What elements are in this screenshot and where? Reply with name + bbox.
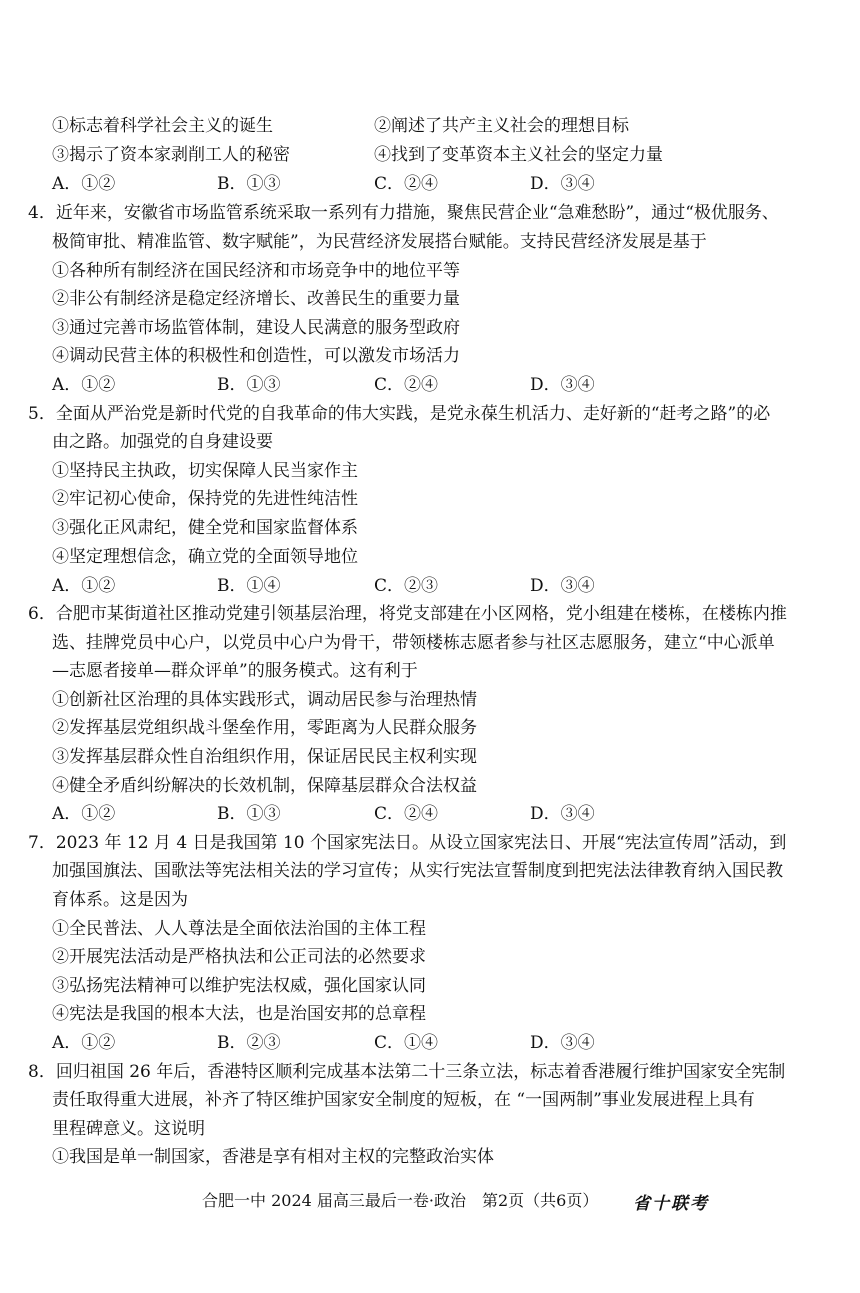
q5-option-d: D．③④: [530, 576, 595, 596]
q5-item-3: ③强化正风肃纪，健全党和国家监督体系: [52, 518, 358, 538]
q8-stem-line-3: 里程碑意义。这说明: [52, 1119, 205, 1139]
q6-option-a: A．①②: [52, 804, 116, 824]
q5-option-a: A．①②: [52, 576, 116, 596]
q3-item-2: ②阐述了共产主义社会的理想目标: [374, 116, 629, 136]
q6-option-d: D．③④: [530, 804, 595, 824]
q5-item-1: ①坚持民主执政，切实保障人民当家作主: [52, 461, 358, 481]
q8-item-1: ①我国是单一制国家，香港是享有相对主权的完整政治实体: [52, 1147, 494, 1167]
q7-stem-line-1: 7．2023 年 12 月 4 日是我国第 10 个国家宪法日。从设立国家宪法日、开展“宪法宣传周”活动，到: [28, 833, 787, 853]
q3-option-c: C．②④: [374, 174, 439, 194]
q3-item-4: ④找到了变革资本主义社会的坚定力量: [374, 145, 663, 165]
q6-option-b: B．①③: [217, 804, 281, 824]
q6-item-4: ④健全矛盾纠纷解决的长效机制，保障基层群众合法权益: [52, 776, 477, 796]
q5-stem-line-1: 5．全面从严治党是新时代党的自我革命的伟大实践，是党永葆生机活力、走好新的“赶考之路”的必: [28, 404, 771, 424]
q6-stem-line-3: —志愿者接单—群众评单”的服务模式。这有利于: [52, 661, 418, 681]
q6-stem-line-1: 6．合肥市某街道社区推动党建引领基层治理，将党支部建在小区网格，党小组建在楼栋，在楼栋内推: [28, 604, 787, 624]
q3-item-1: ①标志着科学社会主义的诞生: [52, 116, 273, 136]
q3-option-a: A．①②: [52, 174, 116, 194]
q4-item-3: ③通过完善市场监管体制，建设人民满意的服务型政府: [52, 318, 460, 338]
q3-option-d: D．③④: [530, 174, 595, 194]
q3-option-b: B．①③: [217, 174, 281, 194]
q4-stem-line-1: 4．近年来，安徽省市场监管系统采取一系列有力措施，聚焦民营企业“急难愁盼”，通过“极优服务、: [28, 203, 779, 223]
q4-option-b: B．①③: [217, 375, 281, 395]
q7-option-a: A．①②: [52, 1033, 116, 1053]
q7-item-4: ④宪法是我国的根本大法，也是治国安邦的总章程: [52, 1004, 426, 1024]
q7-stem-line-3: 育体系。这是因为: [52, 890, 188, 910]
q4-item-4: ④调动民营主体的积极性和创造性，可以激发市场活力: [52, 346, 460, 366]
q4-option-d: D．③④: [530, 375, 595, 395]
q5-item-2: ②牢记初心使命，保持党的先进性纯洁性: [52, 489, 358, 509]
page-footer: 合肥一中 2024 届高三最后一卷·政治 第2页（共6页）: [202, 1191, 599, 1210]
q4-option-c: C．②④: [374, 375, 439, 395]
q5-stem-line-2: 由之路。加强党的自身建设要: [52, 432, 273, 452]
q6-item-2: ②发挥基层党组织战斗堡垒作用，零距离为人民群众服务: [52, 718, 477, 738]
q5-item-4: ④坚定理想信念，确立党的全面领导地位: [52, 547, 358, 567]
q8-stem-line-2: 责任取得重大进展，补齐了特区维护国家安全制度的短板，在 “一国两制”事业发展进程上具有: [52, 1090, 755, 1110]
q7-option-d: D．③④: [530, 1033, 595, 1053]
q7-item-1: ①全民普法、人人尊法是全面依法治国的主体工程: [52, 919, 426, 939]
q3-item-3: ③揭示了资本家剥削工人的秘密: [52, 145, 290, 165]
q8-stem-line-1: 8．回归祖国 26 年后，香港特区顺利完成基本法第二十三条立法，标志着香港履行维护国家安全宪制: [28, 1062, 786, 1082]
q6-item-1: ①创新社区治理的具体实践形式，调动居民参与治理热情: [52, 690, 477, 710]
q6-item-3: ③发挥基层群众性自治组织作用，保证居民民主权利实现: [52, 747, 477, 767]
q7-option-b: B．②③: [217, 1033, 281, 1053]
q5-option-b: B．①④: [217, 576, 281, 596]
q6-option-c: C．②④: [374, 804, 439, 824]
q4-item-2: ②非公有制经济是稳定经济增长、改善民生的重要力量: [52, 289, 460, 309]
publisher-brand: 省十联考: [633, 1194, 709, 1214]
q6-stem-line-2: 选、挂牌党员中心户，以党员中心户为骨干，带领楼栋志愿者参与社区志愿服务，建立“中心派单: [52, 633, 775, 653]
q4-item-1: ①各种所有制经济在国民经济和市场竞争中的地位平等: [52, 261, 460, 281]
q7-item-2: ②开展宪法活动是严格执法和公正司法的必然要求: [52, 947, 426, 967]
q7-stem-line-2: 加强国旗法、国歌法等宪法相关法的学习宣传；从实行宪法宣誓制度到把宪法法律教育纳入国民教: [52, 861, 783, 881]
q5-option-c: C．②③: [374, 576, 439, 596]
q7-option-c: C．①④: [374, 1033, 439, 1053]
q7-item-3: ③弘扬宪法精神可以维护宪法权威，强化国家认同: [52, 976, 426, 996]
q4-stem-line-2: 极简审批、精准监管、数字赋能”，为民营经济发展搭台赋能。支持民营经济发展是基于: [52, 232, 707, 252]
q4-option-a: A．①②: [52, 375, 116, 395]
